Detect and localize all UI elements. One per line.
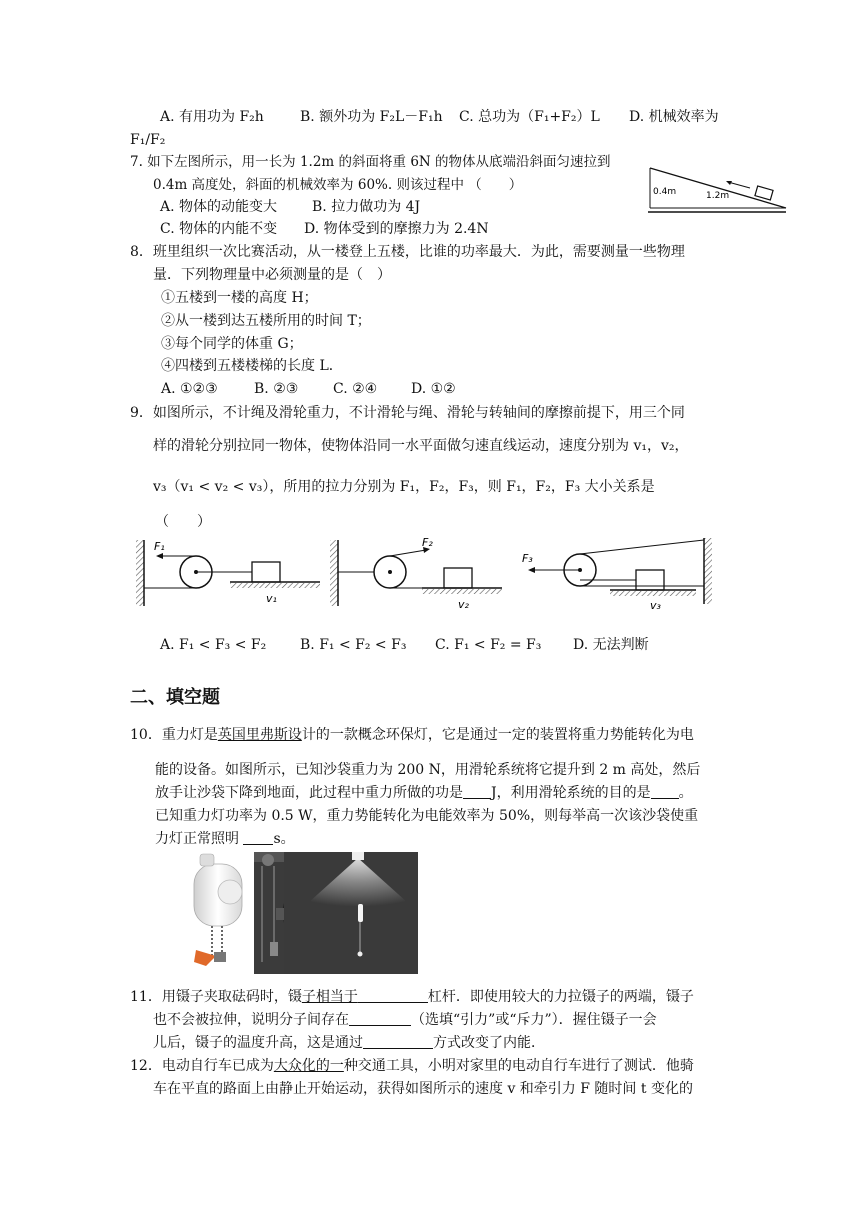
q12-line1-part1: 12．电动自行车已成为 xyxy=(130,1058,274,1074)
q6-option-d-cont: F₁/F₂ xyxy=(130,132,166,148)
incline-height-label: 0.4m xyxy=(653,187,677,197)
q8-option-d: D. ①② xyxy=(411,381,456,397)
q11-stem-line3 xyxy=(153,1034,545,1052)
q11-line2-part1: 也不会被拉伸，说明分子间存在 xyxy=(153,1012,349,1028)
q11-line1-part2: 杠杆．即使用较大的力拉镊子的两端，镊子 xyxy=(427,989,694,1005)
incline-figure xyxy=(646,162,792,218)
q10-stem-line2: 能的设备。如图所示，已知沙袋重力为 200 N，用滑轮系统将它提升到 2 m 高处，然后 xyxy=(155,762,701,778)
q8-stem-line1: 8．班里组织一次比赛活动，从一楼登上五楼，比谁的功率最大．为此，需要测量一些物理 xyxy=(130,244,685,260)
pulley-figure xyxy=(130,536,720,614)
q11-blank-force[interactable] xyxy=(349,1011,411,1026)
q11-line1-part1: 11．用镊子夹取砝码时，镊 xyxy=(130,989,302,1005)
q10-blank-time[interactable] xyxy=(243,830,273,845)
q10-line5-part2: s。 xyxy=(273,831,295,847)
q9-option-a: A. F₁ < F₃ < F₂ xyxy=(160,637,267,653)
pulley2-velocity-label: v₂ xyxy=(458,598,469,611)
q11-line3-part1: 儿后，镊子的温度升高，这是通过 xyxy=(153,1035,363,1051)
q10-line3-part1: 放手让沙袋下降到地面，此过程中重力所做的功是 xyxy=(155,785,463,801)
q12-line1-part2: 种交通工具，小明对家里的电动自行车进行了测试．他骑 xyxy=(343,1058,694,1074)
q10-blank-work[interactable] xyxy=(463,784,491,799)
q11-blank-method[interactable] xyxy=(363,1034,433,1049)
q10-blank-purpose[interactable] xyxy=(651,784,679,799)
q7-option-d: D. 物体受到的摩擦力为 2.4N xyxy=(304,221,489,237)
q10-line1-rest: 计的一款概念环保灯，它是通过一定的装置将重力势能转化为电 xyxy=(301,727,694,743)
q6-option-d: D. 机械效率为 xyxy=(629,109,719,125)
q7-option-a: A. 物体的动能变大 xyxy=(160,199,278,215)
section-title: 二、填空题 xyxy=(130,687,220,708)
q8-option-c: C. ②④ xyxy=(333,381,378,397)
q6-option-b: B. 额外功为 F₂L－F₁h xyxy=(300,109,443,125)
pulley-diagram-1 xyxy=(136,540,320,606)
gravity-lamp-photo xyxy=(186,852,418,974)
q8-option-b: B. ②③ xyxy=(254,381,299,397)
q12-underlined: 大众化的一 xyxy=(273,1058,344,1074)
q10-line3-part3: 。 xyxy=(678,785,693,801)
incline-length-label: 1.2m xyxy=(706,191,730,201)
q8-stem-line2: 量．下列物理量中必须测量的是（ ） xyxy=(153,267,391,283)
q11-underlined: 子相当于 xyxy=(301,989,358,1005)
q11-line3-part2: 方式改变了内能． xyxy=(433,1035,545,1051)
pulley2-force-label: F₂ xyxy=(422,536,433,549)
q9-stem-line4: （ ） xyxy=(155,514,211,530)
pulley1-force-label: F₁ xyxy=(154,540,165,553)
q9-option-b: B. F₁ < F₂ < F₃ xyxy=(300,637,407,653)
q10-line5-part1: 力灯正常照明 xyxy=(155,831,244,847)
q8-item-3: ③每个同学的体重 G； xyxy=(161,336,303,352)
q7-stem-line2: 0.4m 高度处，斜面的机械效率为 60%. 则该过程中 （ ） xyxy=(153,177,523,193)
q9-stem-line1: 9．如图所示，不计绳及滑轮重力，不计滑轮与绳、滑轮与转轴间的摩擦前提下，用三个同 xyxy=(130,405,685,421)
q11-line2-part2: （选填“引力”或“斥力”）．握住镊子一会 xyxy=(411,1012,657,1028)
q8-item-1: ①五楼到一楼的高度 H； xyxy=(161,290,318,306)
q11-blank-lever[interactable] xyxy=(358,988,428,1003)
pulley3-velocity-label: v₃ xyxy=(650,599,661,612)
q7-option-c: C. 物体的内能不变 xyxy=(160,221,278,237)
q6-option-c: C. 总功为（F₁+F₂）L xyxy=(459,109,600,125)
pulley1-velocity-label: v₁ xyxy=(266,592,277,605)
q11-stem-line1 xyxy=(130,988,694,1006)
q10-stem-line3 xyxy=(155,784,693,802)
q9-option-d: D. 无法判断 xyxy=(573,637,649,653)
q10-stem-line5 xyxy=(155,830,295,848)
pulley-diagram-2 xyxy=(330,536,502,611)
pulley-diagram-3 xyxy=(522,538,712,612)
q10-stem-line4: 已知重力灯功率为 0.5 W，重力势能转化为电能效率为 50%，则每举高一次该沙袋使重 xyxy=(155,808,699,824)
q9-stem-line3: v₃（v₁ < v₂ < v₃），所用的拉力分别为 F₁，F₂，F₃，则 F₁，F₂，F₃ 大小关系是 xyxy=(153,479,655,495)
q8-item-4: ④四楼到五楼楼梯的长度 L． xyxy=(161,358,343,374)
q9-option-c: C. F₁ < F₂ = F₃ xyxy=(435,637,542,653)
q10-underlined: 英国里弗斯设 xyxy=(217,727,302,743)
q10-stem-line1 xyxy=(130,726,694,744)
q6-option-a: A. 有用功为 F₂h xyxy=(160,109,264,125)
q8-option-a: A. ①②③ xyxy=(161,381,218,397)
q8-item-2: ②从一楼到达五楼所用的时间 T； xyxy=(161,313,371,329)
q10-prefix: 10．重力灯是 xyxy=(130,727,218,743)
q9-stem-line2: 样的滑轮分别拉同一物体，使物体沿同一水平面做匀速直线运动，速度分别为 v₁，v₂， xyxy=(153,438,689,454)
q7-stem-line1: 7. 如下左图所示，用一长为 1.2m 的斜面将重 6N 的物体从底端沿斜面匀速拉到 xyxy=(130,154,611,170)
q11-stem-line2 xyxy=(153,1011,657,1029)
q7-option-b: B. 拉力做功为 4J xyxy=(312,199,421,215)
q12-stem-line1 xyxy=(130,1057,694,1075)
pulley3-force-label: F₃ xyxy=(522,552,533,565)
q12-stem-line2: 车在平直的路面上由静止开始运动，获得如图所示的速度 v 和牵引力 F 随时间 t 变化的 xyxy=(153,1081,693,1097)
q10-line3-part2: J，利用滑轮系统的目的是 xyxy=(491,785,651,801)
